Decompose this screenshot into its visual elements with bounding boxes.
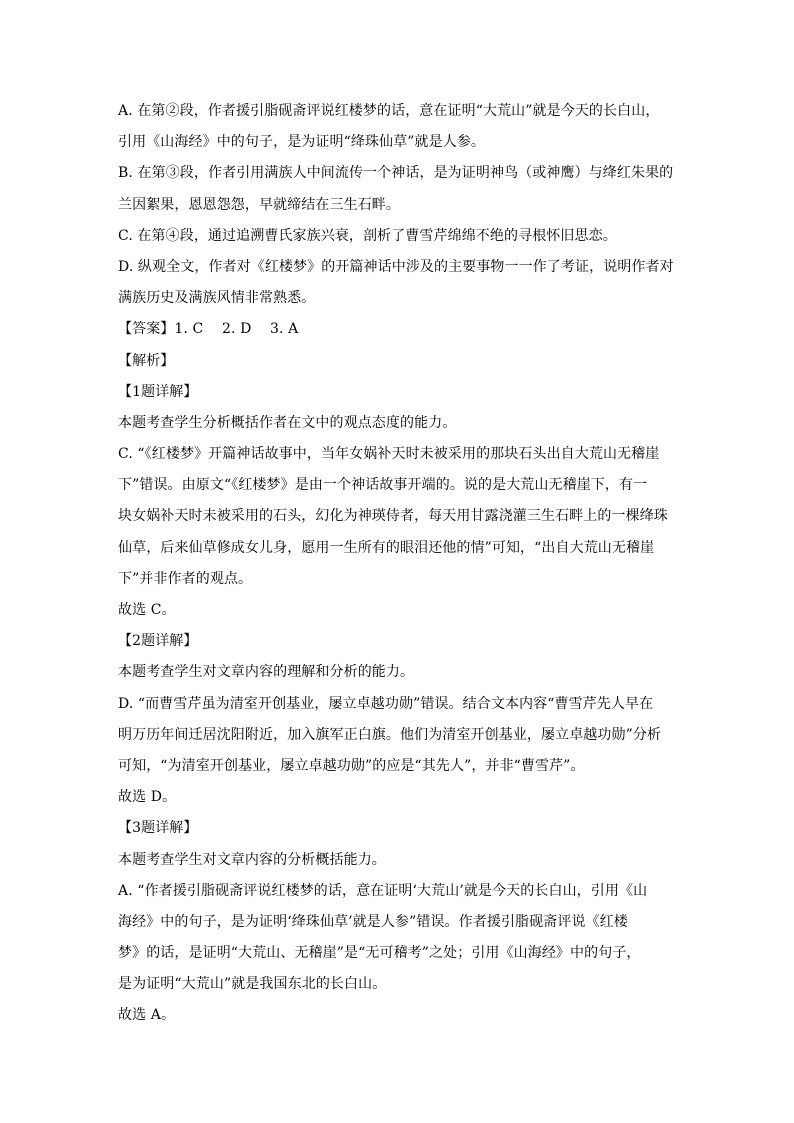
option-b-line-1: B. 在第③段，作者引用满族人中间流传一个神话，是为证明神鸟（或神鹰）与绛红朱果的 xyxy=(118,165,674,182)
q1-text-line-2: 下”错误。由原文“《红楼梦》是由一个神话故事开端的。说的是大荒山无稽崖下，有一 xyxy=(118,477,648,494)
q3-text-line-2: 海经》中的句子，是为证明‘绛珠仙草’就是人参”错误。作者援引脂砚斋评说《红楼 xyxy=(118,913,628,930)
q1-heading: 【1题详解】 xyxy=(118,383,198,400)
q2-intro: 本题考查学生对文章内容的理解和分析的能力。 xyxy=(118,664,415,681)
option-b-line-2: 兰因絮果，恩恩怨怨，早就缔结在三生石畔。 xyxy=(118,196,400,213)
option-a-line-1: A. 在第②段，作者援引脂砚斋评说红楼梦的话，意在证明“大荒山”就是今天的长白山， xyxy=(118,103,660,119)
q1-choice: 故选 C。 xyxy=(118,602,176,618)
option-d-line-2: 满族历史及满族风情非常熟悉。 xyxy=(118,290,316,307)
q2-text-line-1: D. “而曹雪芹虽为清室开创基业，屡立卓越功勋”错误。结合文本内容“曹雪芹先人早在 xyxy=(118,695,654,712)
answer-analysis-text xyxy=(118,96,678,1032)
q3-text-line-3: 梦》的话，是证明“大荒山、无稽崖”是“无可稽考”之处；引用《山海经》中的句子， xyxy=(118,945,641,962)
option-c-line: C. 在第④段，通过追溯曹氏家族兴衰，剖析了曹雪芹绵绵不绝的寻根怀旧思恋。 xyxy=(118,227,617,244)
q2-text-line-2: 明万历年间迁居沈阳附近，加入旗军正白旗。他们为清室开创基业，屡立卓越功勋”分析 xyxy=(118,726,662,743)
option-a-line-2: 引用《山海经》中的句子，是为证明“绛珠仙草”就是人参。 xyxy=(118,134,486,151)
q3-intro: 本题考查学生对文章内容的分析概括能力。 xyxy=(118,851,386,868)
q3-heading: 【3题详解】 xyxy=(118,820,198,837)
q1-text-line-1: C. “《红楼梦》开篇神话故事中，当年女娲补天时未被采用的那块石头出自大荒山无稽崖 xyxy=(118,446,660,463)
q2-choice: 故选 D。 xyxy=(118,789,177,806)
analysis-heading: 【解析】 xyxy=(118,352,175,369)
q2-heading: 【2题详解】 xyxy=(118,633,198,650)
q2-text-line-3: 可知，“为清室开创基业，屡立卓越功勋”的应是“其先人”，并非“曹雪芹”。 xyxy=(118,757,585,774)
q3-text-line-4: 是为证明“大荒山”就是我国东北的长白山。 xyxy=(118,976,387,993)
q1-text-line-5: 下”并非作者的观点。 xyxy=(118,570,253,587)
option-d-line-1: D. 纵观全文，作者对《红楼梦》的开篇神话中涉及的主要事物一一作了考证，说明作者对 xyxy=(118,258,674,275)
q1-text-line-4: 仙草，后来仙草修成女儿身，愿用一生所有的眼泪还他的情”可知，“出自大荒山无稽崖 xyxy=(118,539,655,556)
q3-text-line-1: A. “作者援引脂砚斋评说红楼梦的话，意在证明‘大荒山’就是今天的长白山，引用《山 xyxy=(118,882,648,899)
q1-text-line-3: 块女娲补天时未被采用的石头，幻化为神瑛侍者，每天用甘露浇灌三生石畔上的一棵绛珠 xyxy=(118,508,668,525)
q1-intro: 本题考查学生分析概括作者在文中的观点态度的能力。 xyxy=(118,414,457,431)
answer-line: 【答案】1. C 2. D 3. A xyxy=(118,321,299,338)
q3-choice: 故选 A。 xyxy=(118,1007,176,1024)
